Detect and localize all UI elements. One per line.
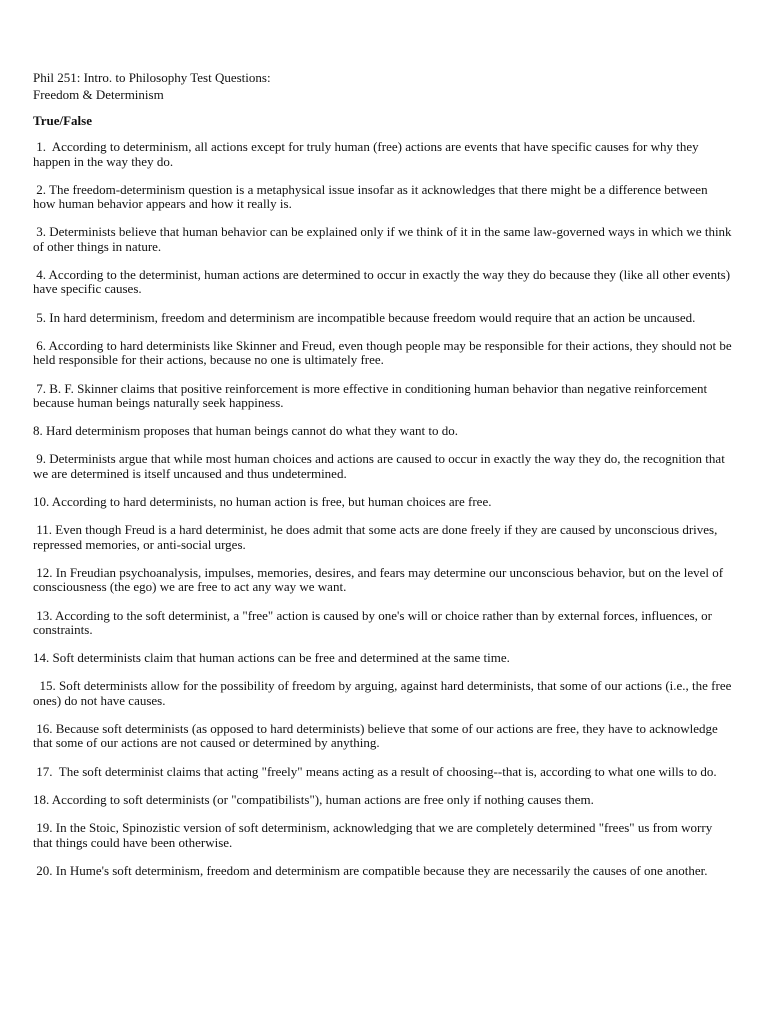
document-title: Phil 251: Intro. to Philosophy Test Questions: (33, 70, 271, 85)
question-item-20: 20. In Hume's soft determinism, freedom and determinism are compatible because they are necessarily the causes of one another. (33, 862, 708, 878)
question-item-10: 10. According to hard determinists, no human action is free, but human choices are free. (33, 494, 492, 510)
question-item-13: 13. According to the soft determinist, a "free" action is caused by one's will or choice rather than by external forces, influences, or constraints. (33, 607, 716, 637)
question-item-4: 4. According to the determinist, human actions are determined to occur in exactly the way they do because they (like all other events) have specific causes. (33, 267, 734, 297)
question-item-1: 1. According to determinism, all actions except for truly human (free) actions are events that have specific causes for why they happen in the way they do. (33, 139, 702, 169)
question-list (33, 140, 733, 878)
question-item-7: 7. B. F. Skinner claims that positive reinforcement is more effective in conditioning human behavior than negative reinforcement because human beings naturally seek happiness. (33, 380, 711, 410)
question-item-16: 16. Because soft determinists (as opposed to hard determinists) believe that some of our actions are free, they have to acknowledge that some of our actions are not caused or determined by anything. (33, 721, 722, 751)
question-item-5: 5. In hard determinism, freedom and determinism are incompatible because freedom would require that an action be uncaused. (33, 309, 696, 325)
question-item-6: 6. According to hard determinists like Skinner and Freud, even though people may be responsible for their actions, they should not be held responsible for their actions, because no one is ultimately free. (33, 337, 735, 368)
document-page (33, 69, 733, 892)
section-heading-true-false: True/False (33, 113, 92, 128)
question-item-14: 14. Soft determinists claim that human actions can be free and determined at the same time. (33, 650, 510, 666)
question-item-2: 2. The freedom-determinism question is a metaphysical issue insofar as it acknowledges that there might be a difference between how human behavior appears and how it really is. (33, 181, 711, 212)
question-item-12: 12. In Freudian psychoanalysis, impulses, memories, desires, and fears may determine our unconscious behavior, but on the level of consciousness (the ego) we are free to act any way we want. (33, 564, 727, 595)
question-item-9: 9. Determinists argue that while most human choices and actions are caused to occur in exactly the way they do, the recognition that we are determined is itself uncaused and thus undetermined. (33, 451, 729, 481)
question-item-8: 8. Hard determinism proposes that human beings cannot do what they want to do. (33, 423, 458, 439)
question-item-15: 15. Soft determinists allow for the possibility of freedom by arguing, against hard determinists, that some of our actions (i.e., the free ones) do not have causes. (33, 678, 735, 708)
question-item-18: 18. According to soft determinists (or "compatibilists"), human actions are free only if nothing causes them. (33, 791, 594, 807)
question-item-17: 17. The soft determinist claims that acting "freely" means acting as a result of choosing--that is, according to what one wills to do. (33, 763, 717, 779)
question-item-11: 11. Even though Freud is a hard determinist, he does admit that some acts are done freely if they are caused by unconscious drives, repressed memories, or anti-social urges. (33, 522, 721, 552)
question-item-3: 3. Determinists believe that human behavior can be explained only if we think of it in the same law-governed ways in which we think of other things in nature. (33, 224, 735, 254)
document-subtitle: Freedom & Determinism (33, 87, 164, 102)
question-item-19: 19. In the Stoic, Spinozistic version of soft determinism, acknowledging that we are completely determined "frees" us from worry that things could have been otherwise. (33, 820, 716, 850)
